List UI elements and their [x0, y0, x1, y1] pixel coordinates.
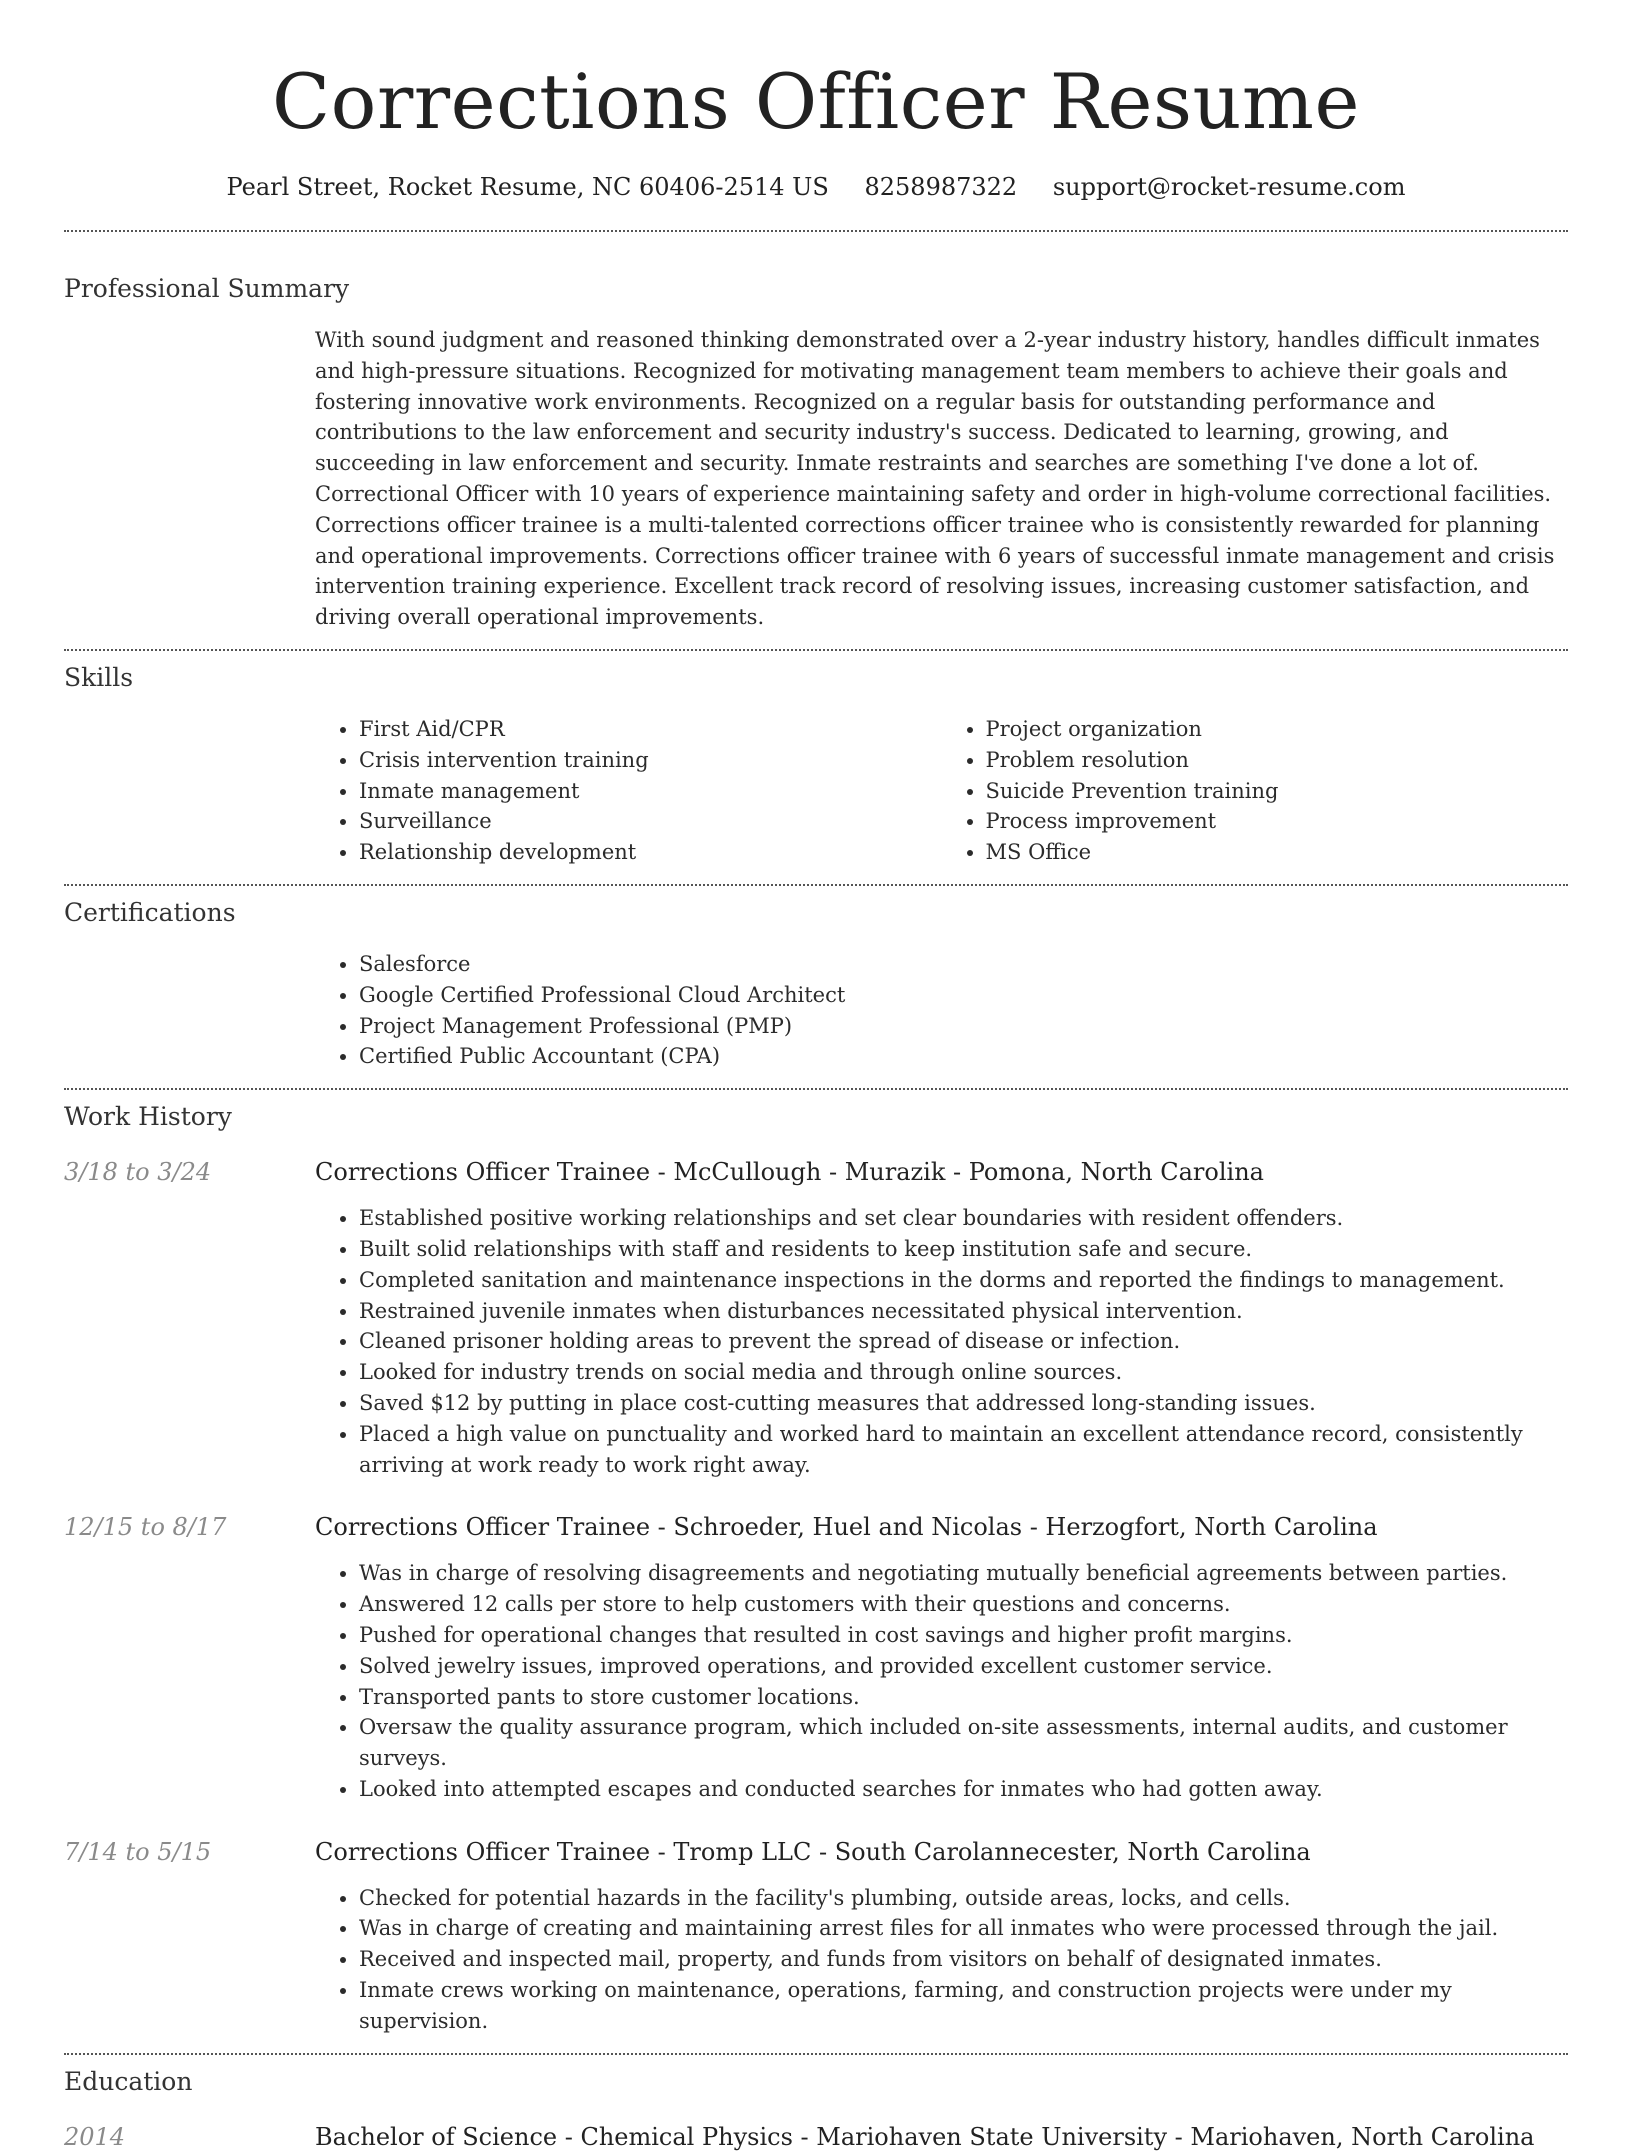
job-dates: 12/15 to 8/17 — [64, 1513, 227, 1542]
list-item: • First Aid/CPR — [359, 714, 942, 745]
list-item: • Answered 12 calls per store to help customers with their questions and concerns. — [359, 1589, 1568, 1620]
address: Pearl Street, Rocket Resume, NC 60406-2514 US — [226, 173, 829, 201]
divider — [64, 230, 1568, 232]
section-title-certifications: Certifications — [64, 897, 236, 927]
list-item: • Placed a high value on punctuality and worked hard to maintain an excellent attendance record, consistently arriving at work ready to work right away. — [359, 1419, 1568, 1481]
job-heading: Corrections Officer Trainee - Tromp LLC - South Carolannecester, North Carolina — [315, 1837, 1311, 1866]
list-item: • Google Certified Professional Cloud Architect — [359, 980, 1568, 1011]
email: support@rocket-resume.com — [1052, 173, 1406, 201]
job-heading: Corrections Officer Trainee - Schroeder, Huel and Nicolas - Herzogfort, North Carolina — [315, 1513, 1378, 1542]
list-item: • Transported pants to store customer locations. — [359, 1682, 1568, 1713]
list-item: • Inmate management — [359, 776, 942, 807]
skills-list — [315, 714, 1568, 868]
list-item: • Oversaw the quality assurance program, which included on-site assessments, internal audits, and customer surveys. — [359, 1712, 1568, 1774]
list-item: • Pushed for operational changes that resulted in cost savings and higher profit margins. — [359, 1620, 1568, 1651]
list-item: • Completed sanitation and maintenance inspections in the dorms and reported the findings to management. — [359, 1265, 1568, 1296]
list-item: • Project organization — [986, 714, 1569, 745]
list-item: • Suicide Prevention training — [986, 776, 1569, 807]
certifications-list — [315, 949, 1568, 1072]
summary-body — [315, 325, 1568, 633]
list-item: • Problem resolution — [986, 745, 1569, 776]
job-entry — [64, 1155, 1568, 1480]
list-item: • MS Office — [986, 837, 1569, 868]
section-title-summary: Professional Summary — [64, 274, 350, 303]
list-item: • Saved $12 by putting in place cost-cutting measures that addressed long-standing issues. — [359, 1388, 1568, 1419]
job-dates: 3/18 to 3/24 — [64, 1158, 212, 1187]
list-item: • Solved jewelry issues, improved operations, and provided excellent customer service. — [359, 1651, 1568, 1682]
section-title-work-history: Work History — [64, 1102, 232, 1132]
skills-column-left — [315, 714, 942, 868]
list-item: • Checked for potential hazards in the facility's plumbing, outside areas, locks, and cells. — [359, 1883, 1568, 1914]
list-item: • Was in charge of creating and maintaining arrest files for all inmates who were processed through the jail. — [359, 1913, 1568, 1944]
phone: 8258987322 — [864, 173, 1018, 201]
list-item: • Crisis intervention training — [359, 745, 942, 776]
list-item: • Looked into attempted escapes and conducted searches for inmates who had gotten away. — [359, 1774, 1568, 1805]
skills-column-right — [942, 714, 1569, 868]
list-item: • Cleaned prisoner holding areas to prevent the spread of disease or infection. — [359, 1326, 1568, 1357]
list-item: • Salesforce — [359, 949, 1568, 980]
list-item: • Restrained juvenile inmates when disturbances necessitated physical intervention. — [359, 1296, 1568, 1327]
section-title-skills: Skills — [64, 662, 134, 692]
resume-page — [64, 0, 1568, 2154]
job-dates: 7/14 to 5/15 — [64, 1837, 212, 1866]
list-item: • Looked for industry trends on social media and through online sources. — [359, 1357, 1568, 1388]
list-item: • Certified Public Accountant (CPA) — [359, 1041, 1568, 1072]
job-bullets — [315, 1558, 1568, 1804]
job-entry — [64, 1835, 1568, 2037]
section-title-education: Education — [64, 2066, 193, 2096]
list-item: • Relationship development — [359, 837, 942, 868]
resume-title: Corrections Officer Resume — [272, 57, 1360, 146]
education-year: 2014 — [64, 2122, 126, 2151]
list-item: • Received and inspected mail, property, and funds from visitors on behalf of designated inmates. — [359, 1944, 1568, 1975]
list-item: • Surveillance — [359, 806, 942, 837]
list-item: • Inmate crews working on maintenance, operations, farming, and construction projects were under my supervision. — [359, 1975, 1568, 2037]
divider — [64, 1088, 1568, 1090]
list-item: • Built solid relationships with staff and residents to keep institution safe and secure. — [359, 1234, 1568, 1265]
job-bullets — [315, 1203, 1568, 1480]
summary-text: With sound judgment and reasoned thinking demonstrated over a 2-year industry history, handles difficult inmates and high-pressure situations. Recognized for motivating management team members to achieve their goals and fostering innovative work environments. Recognized on a regular basis for outstanding performance and contributions to the law enforcement and security industry's success. Dedicated to learning, growing, and succeeding in law enforcement and security. Inmate restraints and searches are something I've done a lot of. Correctional Officer with 10 years of experience maintaining safety and order in high-volume correctional facilities. Corrections officer trainee is a multi-talented corrections officer trainee who is consistently rewarded for planning and operational improvements. Corrections officer trainee with 6 years of successful inmate management and crisis intervention training experience. Excellent track record of resolving issues, increasing customer satisfaction, and driving overall operational improvements. — [315, 328, 1555, 630]
list-item: • Was in charge of resolving disagreements and negotiating mutually beneficial agreements between parties. — [359, 1558, 1568, 1589]
divider — [64, 2053, 1568, 2055]
list-item: • Project Management Professional (PMP) — [359, 1011, 1568, 1042]
education-heading: Bachelor of Science - Chemical Physics - Mariohaven State University - Mariohaven, North Carolina — [315, 2122, 1535, 2151]
job-heading: Corrections Officer Trainee - McCullough - Murazik - Pomona, North Carolina — [315, 1158, 1264, 1187]
list-item: • Established positive working relationships and set clear boundaries with resident offenders. — [359, 1203, 1568, 1234]
education-entry — [64, 2120, 1568, 2154]
job-bullets — [315, 1883, 1568, 2037]
contact-line — [64, 170, 1568, 204]
job-entry — [64, 1510, 1568, 1804]
list-item: • Process improvement — [986, 806, 1569, 837]
divider — [64, 649, 1568, 651]
divider — [64, 884, 1568, 886]
